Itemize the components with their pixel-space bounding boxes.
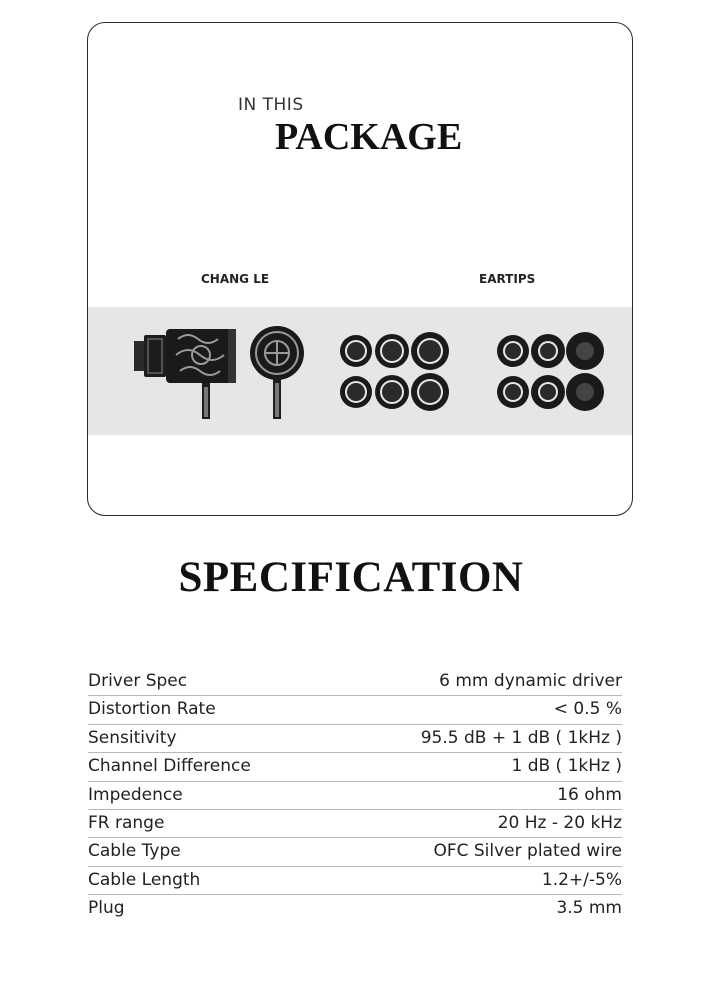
package-contents-band xyxy=(88,307,632,435)
spec-key: Distortion Rate xyxy=(88,699,216,720)
earphone-icon xyxy=(134,329,236,419)
spec-value: 3.5 mm xyxy=(556,898,622,919)
spec-value: 6 mm dynamic driver xyxy=(439,671,622,691)
spec-row-cable-type xyxy=(88,838,622,866)
spec-value: 16 ohm xyxy=(557,784,622,805)
spec-row-distortion xyxy=(88,696,622,724)
package-heading: PACKAGE xyxy=(275,116,463,158)
spec-table xyxy=(88,668,622,923)
spec-value: 95.5 dB + 1 dB ( 1kHz ) xyxy=(420,727,622,748)
specification-title: SPECIFICATION xyxy=(178,554,524,601)
eartips-icon xyxy=(497,332,604,411)
spec-key: Driver Spec xyxy=(88,671,188,691)
spec-key: FR range xyxy=(88,812,165,833)
spec-row-plug xyxy=(88,895,622,922)
eartips-icon xyxy=(340,332,449,411)
package-card xyxy=(87,22,633,516)
spec-row-impedence xyxy=(88,782,622,810)
package-heading-small: IN THIS xyxy=(238,95,304,115)
spec-key: Cable Length xyxy=(88,869,201,890)
spec-key: Cable Type xyxy=(88,841,181,862)
spec-key: Impedence xyxy=(88,784,183,805)
chang-le-label: CHANG LE xyxy=(201,272,270,286)
spec-value: 20 Hz - 20 kHz xyxy=(497,812,622,833)
spec-value: OFC Silver plated wire xyxy=(433,841,622,862)
spec-row-driver xyxy=(88,668,622,696)
spec-value: 1 dB ( 1kHz ) xyxy=(511,756,622,777)
spec-row-sensitivity xyxy=(88,725,622,753)
spec-row-channel-difference xyxy=(88,753,622,781)
spec-key: Plug xyxy=(88,898,125,919)
eartips-label: EARTIPS xyxy=(479,272,536,286)
spec-key: Sensitivity xyxy=(88,727,177,748)
earphone-front-icon xyxy=(250,326,304,419)
spec-value: 1.2+/-5% xyxy=(541,869,622,890)
spec-row-cable-length xyxy=(88,867,622,895)
spec-value: < 0.5 % xyxy=(553,699,622,720)
spec-row-fr-range xyxy=(88,810,622,838)
spec-key: Channel Difference xyxy=(88,756,251,777)
